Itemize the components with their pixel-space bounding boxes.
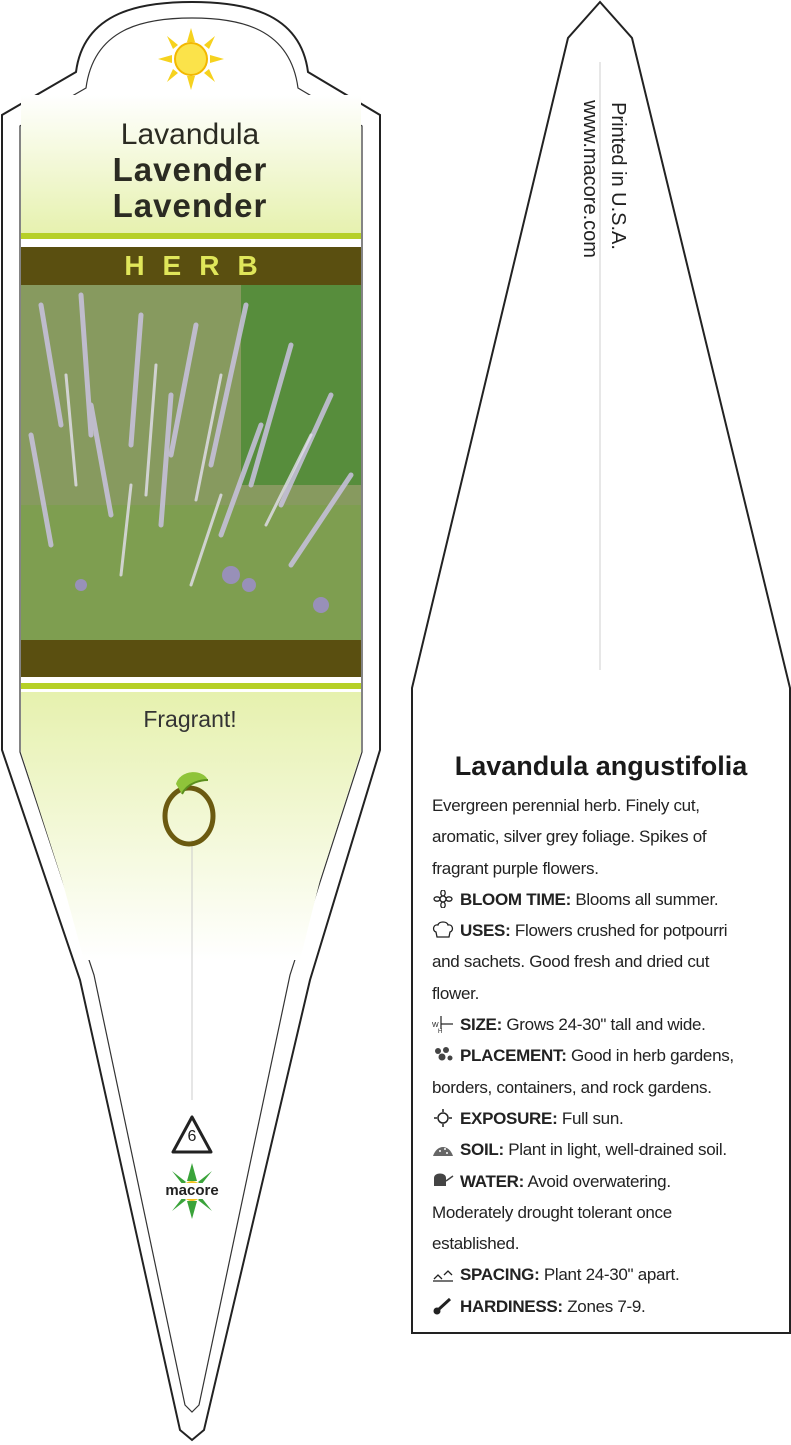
uses-line: flower. — [432, 983, 480, 1003]
placement-text: Good in herb gardens, — [566, 1046, 734, 1066]
common-name-2: Lavender — [112, 187, 268, 224]
botanical-name: Lavandula angustifolia — [454, 751, 748, 781]
svg-text:H: H — [438, 1029, 443, 1034]
soil-icon — [432, 1140, 454, 1158]
exposure-row — [432, 1103, 767, 1134]
uses-text: Flowers crushed for potpourri — [510, 921, 728, 941]
description-line: Evergreen perennial herb. Finely cut, — [432, 796, 700, 815]
water-text: Avoid overwatering. — [523, 1171, 671, 1191]
size-icon — [432, 1015, 454, 1033]
water-line: Moderately drought tolerant once — [432, 1202, 672, 1222]
printed-in-usa: Printed in U.S.A. — [607, 102, 629, 250]
placement-label: PLACEMENT: — [460, 1046, 567, 1066]
uses-label: USES: — [460, 921, 511, 941]
size-row — [432, 1009, 767, 1040]
svg-text:W: W — [432, 1022, 439, 1030]
tagline: Fragrant! — [143, 706, 237, 732]
website: www.macore.com — [579, 100, 601, 258]
uses-row — [432, 915, 767, 946]
brand-name: macore — [165, 1182, 219, 1199]
water-line: established. — [432, 1234, 520, 1254]
placement-row — [432, 1040, 767, 1071]
care-info — [432, 790, 767, 1322]
water-label: WATER: — [460, 1171, 524, 1191]
soil-label: SOIL: — [460, 1140, 504, 1160]
sun-icon — [432, 1109, 454, 1127]
common-name-1: Lavender — [112, 151, 268, 188]
soil-text: Plant in light, well-drained soil. — [503, 1140, 727, 1160]
flower-icon — [432, 890, 454, 908]
exposure-label: EXPOSURE: — [460, 1108, 558, 1128]
exposure-text: Full sun. — [557, 1108, 624, 1128]
placement-line: borders, containers, and rock gardens. — [432, 1077, 712, 1097]
hardiness-label: HARDINESS: — [460, 1296, 563, 1316]
chef-hat-icon — [432, 921, 454, 939]
hardiness-row — [432, 1291, 767, 1322]
bloom-time-label: BLOOM TIME: — [460, 889, 571, 909]
latin-name: Lavandula — [120, 118, 260, 151]
spacing-icon — [432, 1265, 454, 1283]
soil-row — [432, 1134, 767, 1165]
bloom-time-text: Blooms all summer. — [570, 889, 719, 909]
size-text: Grows 24-30" tall and wide. — [501, 1015, 706, 1035]
hardiness-text: Zones 7-9. — [562, 1296, 646, 1316]
category-label: HERB — [124, 250, 276, 281]
uses-line: and sachets. Good fresh and dried cut — [432, 952, 710, 972]
size-label: SIZE: — [460, 1015, 502, 1035]
bloom-time-row — [432, 884, 767, 915]
watering-can-icon — [432, 1172, 454, 1190]
description-line: fragrant purple flowers. — [432, 858, 599, 878]
thermometer-icon — [432, 1297, 454, 1315]
description-line: aromatic, silver grey foliage. Spikes of — [432, 827, 707, 847]
spacing-row — [432, 1259, 767, 1290]
recycle-number: 6 — [187, 1128, 197, 1145]
spacing-label: SPACING: — [460, 1265, 540, 1285]
water-row — [432, 1166, 767, 1197]
spacing-text: Plant 24-30" apart. — [539, 1265, 680, 1285]
plants-icon — [432, 1046, 454, 1064]
